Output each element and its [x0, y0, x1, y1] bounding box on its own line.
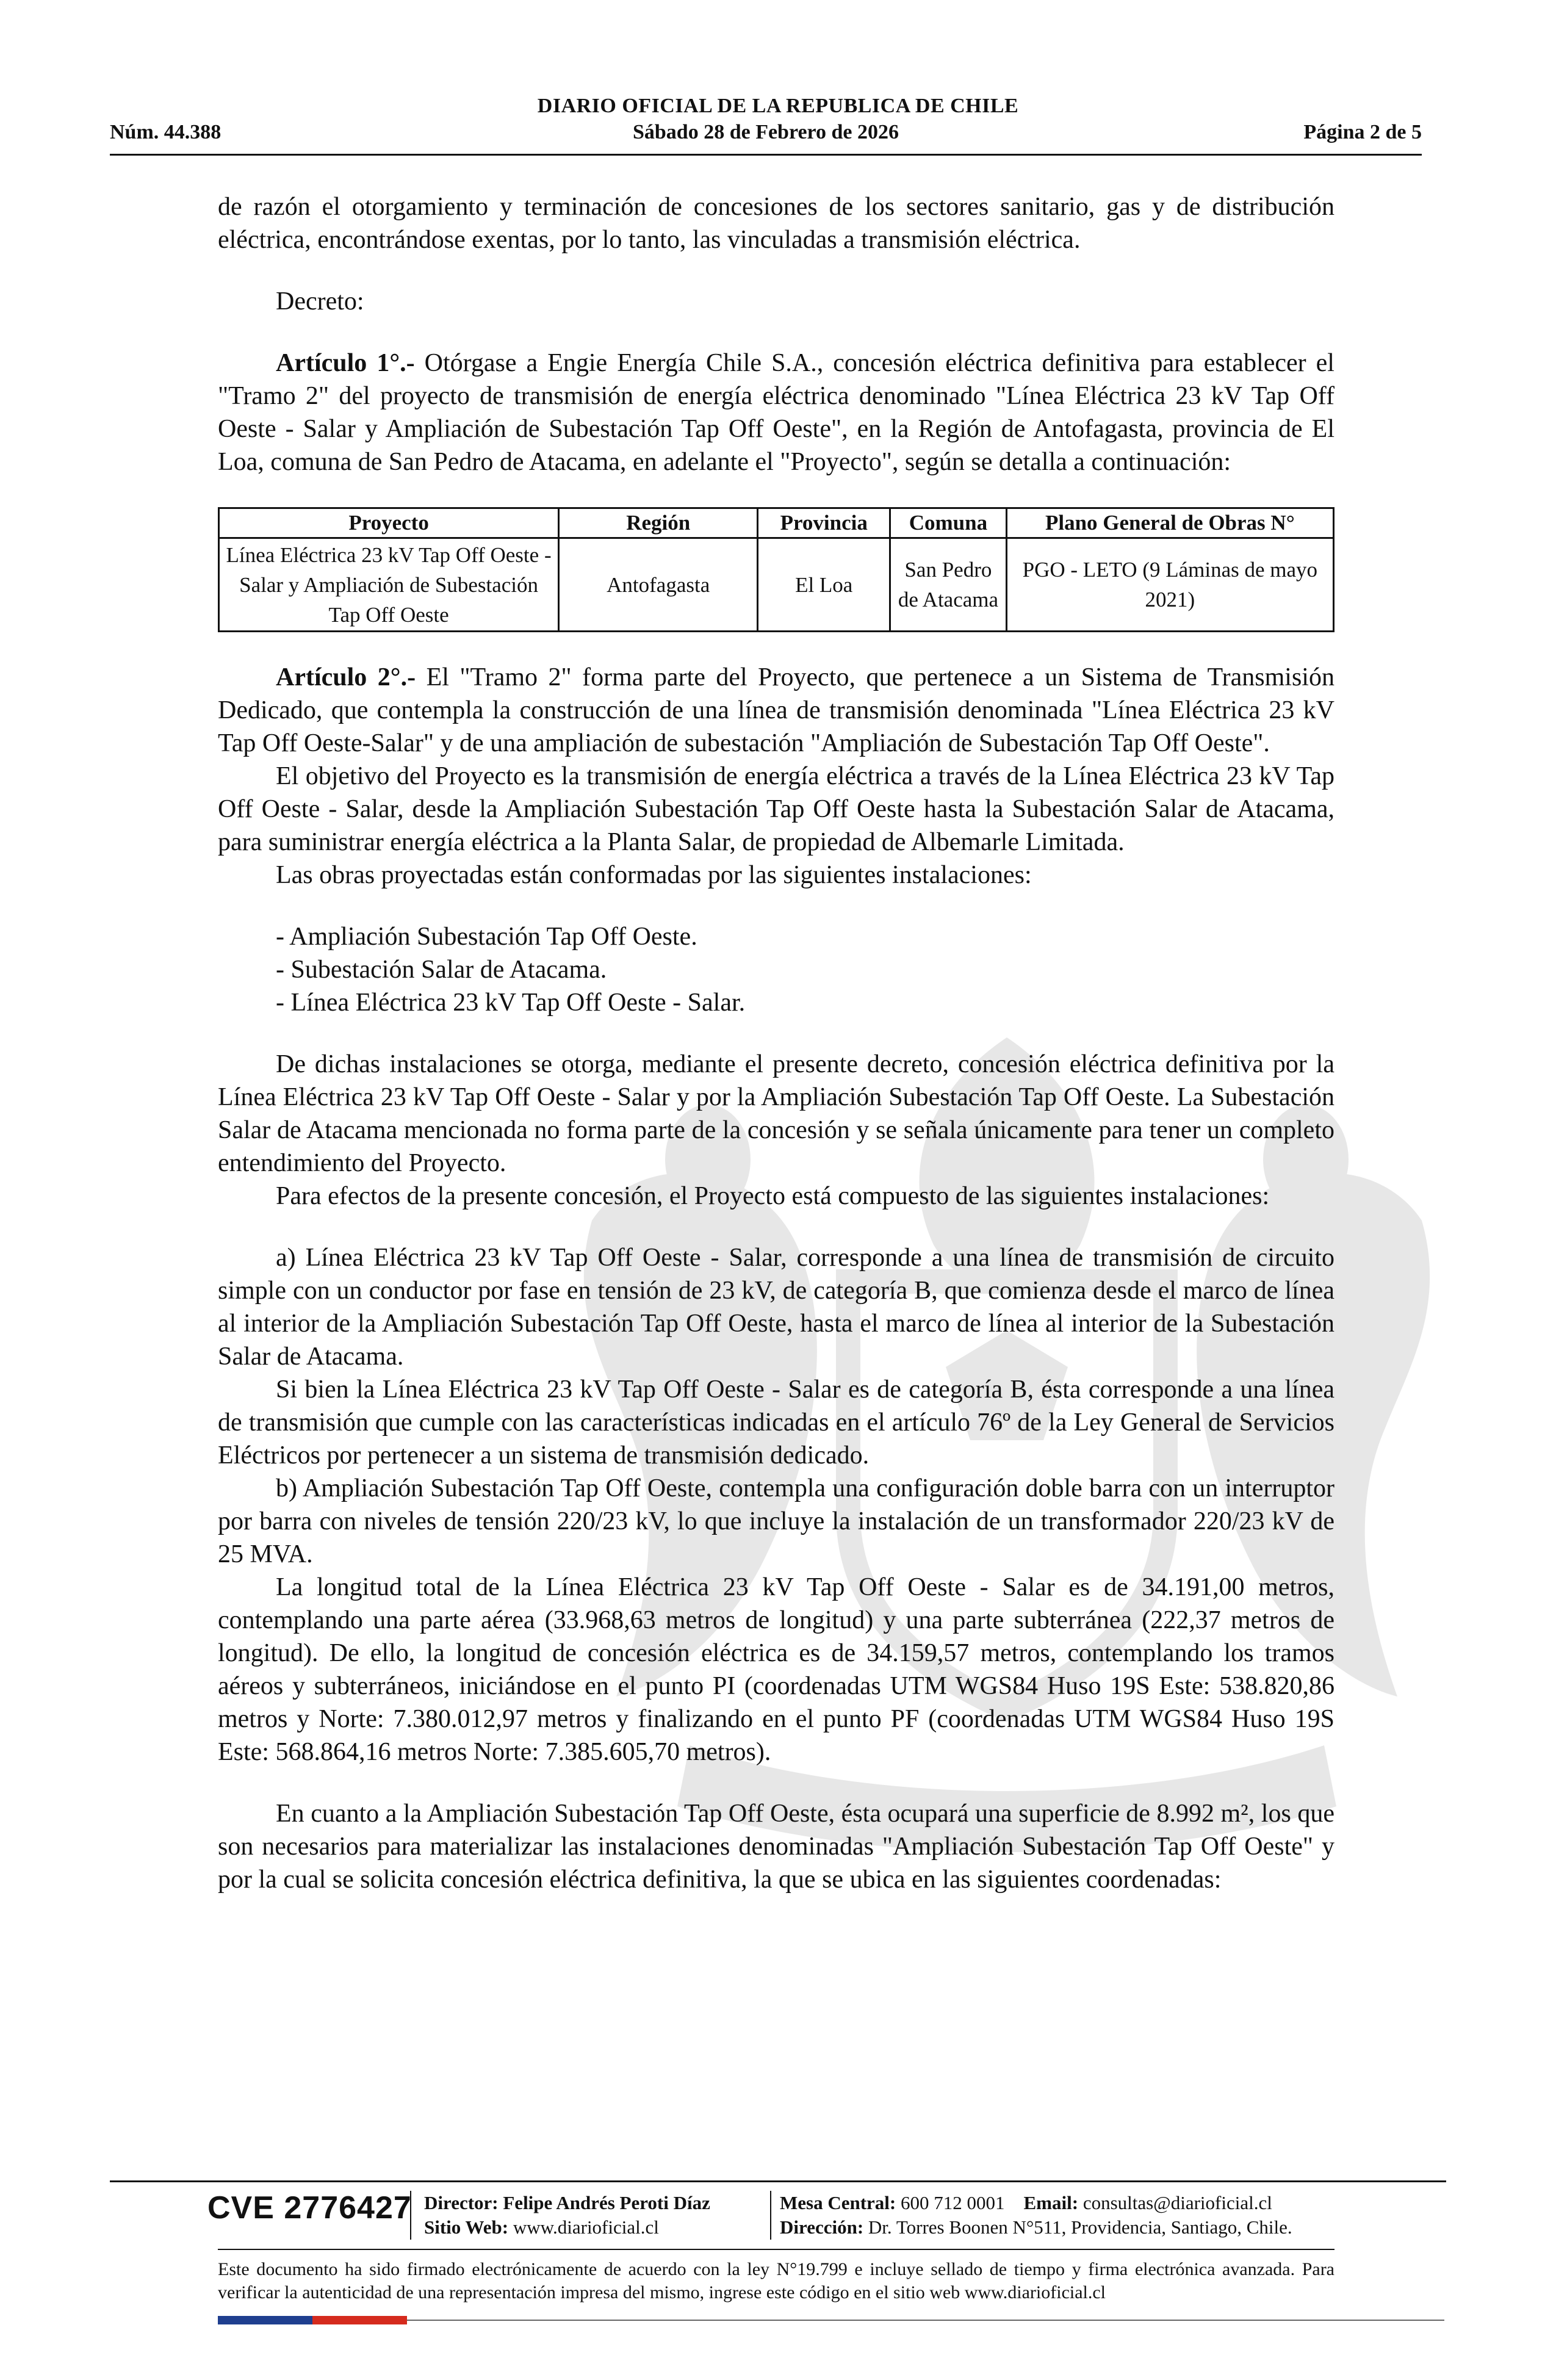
- article-1: [218, 347, 1334, 478]
- footer-divider: [410, 2191, 411, 2240]
- mesa-phone: 600 712 0001: [896, 2192, 1005, 2213]
- table-header: Proyecto: [219, 508, 559, 538]
- header-row: [110, 121, 1422, 149]
- page-number: Página 2 de 5: [1303, 121, 1422, 143]
- footer-rule: [110, 2180, 1446, 2182]
- signature-note: Este documento ha sido firmado electrónicamente de acuerdo con la ley N°19.799 e incluye sellado de tiempo y firma electrónica avanzada. Para verificar la autenticidad de una representación impresa del mismo, ingrese este código en el sitio web www.diarioficial.cl: [218, 2259, 1334, 2302]
- website-link[interactable]: www.diarioficial.cl: [508, 2216, 659, 2238]
- paragraph-longitud: La longitud total de la Línea Eléctrica 23 kV Tap Off Oeste - Salar es de 34.191,00 metros, contemplando una parte aérea (33.968,63 metros de longitud) y una parte subterránea (222,37 metros de longitud). De ello, la longitud de concesión eléctrica es de 34.159,57 metros, contemplando los tramos aéreos y subterráneos, iniciándose en el punto PI (coordenadas UTM WGS84 Huso 19S Este: 538.820,86 metros y Norte: 7.380.012,97 metros y finalizando en el punto PF (coordenadas UTM WGS84 Huso 19S Este: 568.864,16 metros Norte: 7.385.605,70 metros).: [218, 1573, 1334, 1766]
- cve-code: CVE 2776427: [207, 2190, 412, 2226]
- footer-contact-block: [780, 2191, 1292, 2240]
- director-label: Director:: [424, 2192, 499, 2213]
- article-2-text: El "Tramo 2" forma parte del Proyecto, que pertenece a un Sistema de Transmisión Dedicado, que contempla la construcción de una línea de transmisión denominada "Línea Eléctrica 23 kV Tap Off Oeste-Salar" y de una ampliación de subestación "Ampliación de Subestación Tap Off Oeste".: [218, 663, 1334, 757]
- address-label: Dirección:: [780, 2216, 864, 2238]
- header-rule: [110, 154, 1422, 156]
- project-table: [218, 507, 1334, 632]
- list-item: - Ampliación Subestación Tap Off Oeste.: [276, 923, 697, 951]
- table-header: Comuna: [890, 508, 1007, 538]
- address-text: Dr. Torres Boonen N°511, Providencia, Santiago, Chile.: [863, 2216, 1292, 2238]
- paragraph-objetivo: El objetivo del Proyecto es la transmisión de energía eléctrica a través de la Línea Eléctrica 23 kV Tap Off Oeste - Salar, desde la Ampliación Subestación Tap Off Oeste hasta la Subestación Salar de Atacama, para suministrar energía eléctrica a la Planta Salar, de propiedad de Albemarle Limitada.: [218, 762, 1334, 856]
- table-header: Provincia: [758, 508, 890, 538]
- list-item: - Línea Eléctrica 23 kV Tap Off Oeste - Salar.: [276, 989, 746, 1017]
- paragraph-razon: de razón el otorgamiento y terminación de concesiones de los sectores sanitario, gas y de distribución eléctrica, encontrándose exentas, por lo tanto, las vinculadas a transmisión eléctrica.: [218, 193, 1334, 254]
- table-cell-comuna: San Pedro de Atacama: [890, 538, 1007, 632]
- email-label: Email:: [1023, 2192, 1079, 2213]
- website-label: Sitio Web:: [424, 2216, 509, 2238]
- paragraph-dichas: De dichas instalaciones se otorga, mediante el presente decreto, concesión eléctrica definitiva por la Línea Eléctrica 23 kV Tap Off Oeste - Salar y por la Ampliación Subestación Tap Off Oeste. La Subestación Salar de Atacama mencionada no forma parte de la concesión y se señala únicamente para tener un completo entendimiento del Proyecto.: [218, 1050, 1334, 1177]
- bottom-rule: [407, 2320, 1444, 2321]
- table-cell-provincia: El Loa: [758, 538, 890, 632]
- document-body: [218, 190, 1334, 1896]
- journal-title: DIARIO OFICIAL DE LA REPUBLICA DE CHILE: [537, 95, 1019, 117]
- paragraph-si-bien: Si bien la Línea Eléctrica 23 kV Tap Off Oeste - Salar es de categoría B, ésta corresponde a una línea de transmisión que cumple con las características indicadas en el artículo 76º de la Ley General de Servicios Eléctricos por pertenecer a un sistema de transmisión dedicado.: [218, 1376, 1334, 1469]
- table-header-row: [219, 508, 1334, 538]
- email-link[interactable]: consultas@diarioficial.cl: [1078, 2192, 1272, 2213]
- table-row: [219, 538, 1334, 632]
- article-2: [218, 661, 1334, 760]
- footer-rule: [218, 2249, 1334, 2250]
- article-1-label: Artículo 1°.-: [276, 349, 415, 377]
- paragraph-en-cuanto: En cuanto a la Ampliación Subestación Tap Off Oeste, ésta ocupará una superficie de 8.992 m², los que son necesarios para materializar las instalaciones denominadas "Ampliación Subestación Tap Off Oeste" y por la cual se solicita concesión eléctrica definitiva, la que se ubica en las siguientes coordenadas:: [218, 1800, 1334, 1894]
- decreto-heading: Decreto:: [276, 287, 364, 316]
- mesa-label: Mesa Central:: [780, 2192, 896, 2213]
- flag-stripe: [218, 2316, 407, 2324]
- table-cell-plano: PGO - LETO (9 Láminas de mayo 2021): [1006, 538, 1333, 632]
- paragraph-efectos: Para efectos de la presente concesión, el Proyecto está compuesto de las siguientes instalaciones:: [276, 1182, 1270, 1210]
- issue-date: Sábado 28 de Febrero de 2026: [632, 121, 899, 143]
- director-name: Felipe Andrés Peroti Díaz: [498, 2192, 710, 2213]
- list-item: - Subestación Salar de Atacama.: [276, 956, 607, 984]
- article-1-text: Otórgase a Engie Energía Chile S.A., concesión eléctrica definitiva para establecer el "Tramo 2" del proyecto de transmisión de energía eléctrica denominado "Línea Eléctrica 23 kV Tap Off Oeste - Salar y Ampliación de Subestación Tap Off Oeste", en la Región de Antofagasta, provincia de El Loa, comuna de San Pedro de Atacama, en adelante el "Proyecto", según se detalla a continuación:: [218, 349, 1334, 476]
- issue-number: Núm. 44.388: [110, 121, 222, 143]
- article-2-label: Artículo 2°.-: [276, 663, 416, 691]
- table-header: Plano General de Obras N°: [1006, 508, 1333, 538]
- flag-blue-bar: [218, 2316, 312, 2324]
- flag-red-bar: [312, 2316, 407, 2324]
- paragraph-a: a) Línea Eléctrica 23 kV Tap Off Oeste - Salar, corresponde a una línea de transmisión de circuito simple con un conductor por fase en tensión de 23 kV, de categoría B, que comienza desde el marco de línea al interior de la Ampliación Subestación Tap Off Oeste, hasta el marco de línea al interior de la Subestación Salar de Atacama.: [218, 1244, 1334, 1371]
- table-cell-proyecto: Línea Eléctrica 23 kV Tap Off Oeste - Salar y Ampliación de Subestación Tap Off Oeste: [219, 538, 559, 632]
- table-cell-region: Antofagasta: [559, 538, 758, 632]
- paragraph-b: b) Ampliación Subestación Tap Off Oeste, contempla una configuración doble barra con un interruptor por barra con niveles de tensión 220/23 kV, lo que incluye la instalación de un transformador 220/23 kV de 25 MVA.: [218, 1474, 1334, 1568]
- footer-divider: [770, 2191, 771, 2240]
- paragraph-obras: Las obras proyectadas están conformadas por las siguientes instalaciones:: [276, 861, 1032, 889]
- footer-director-block: [424, 2191, 710, 2240]
- table-header: Región: [559, 508, 758, 538]
